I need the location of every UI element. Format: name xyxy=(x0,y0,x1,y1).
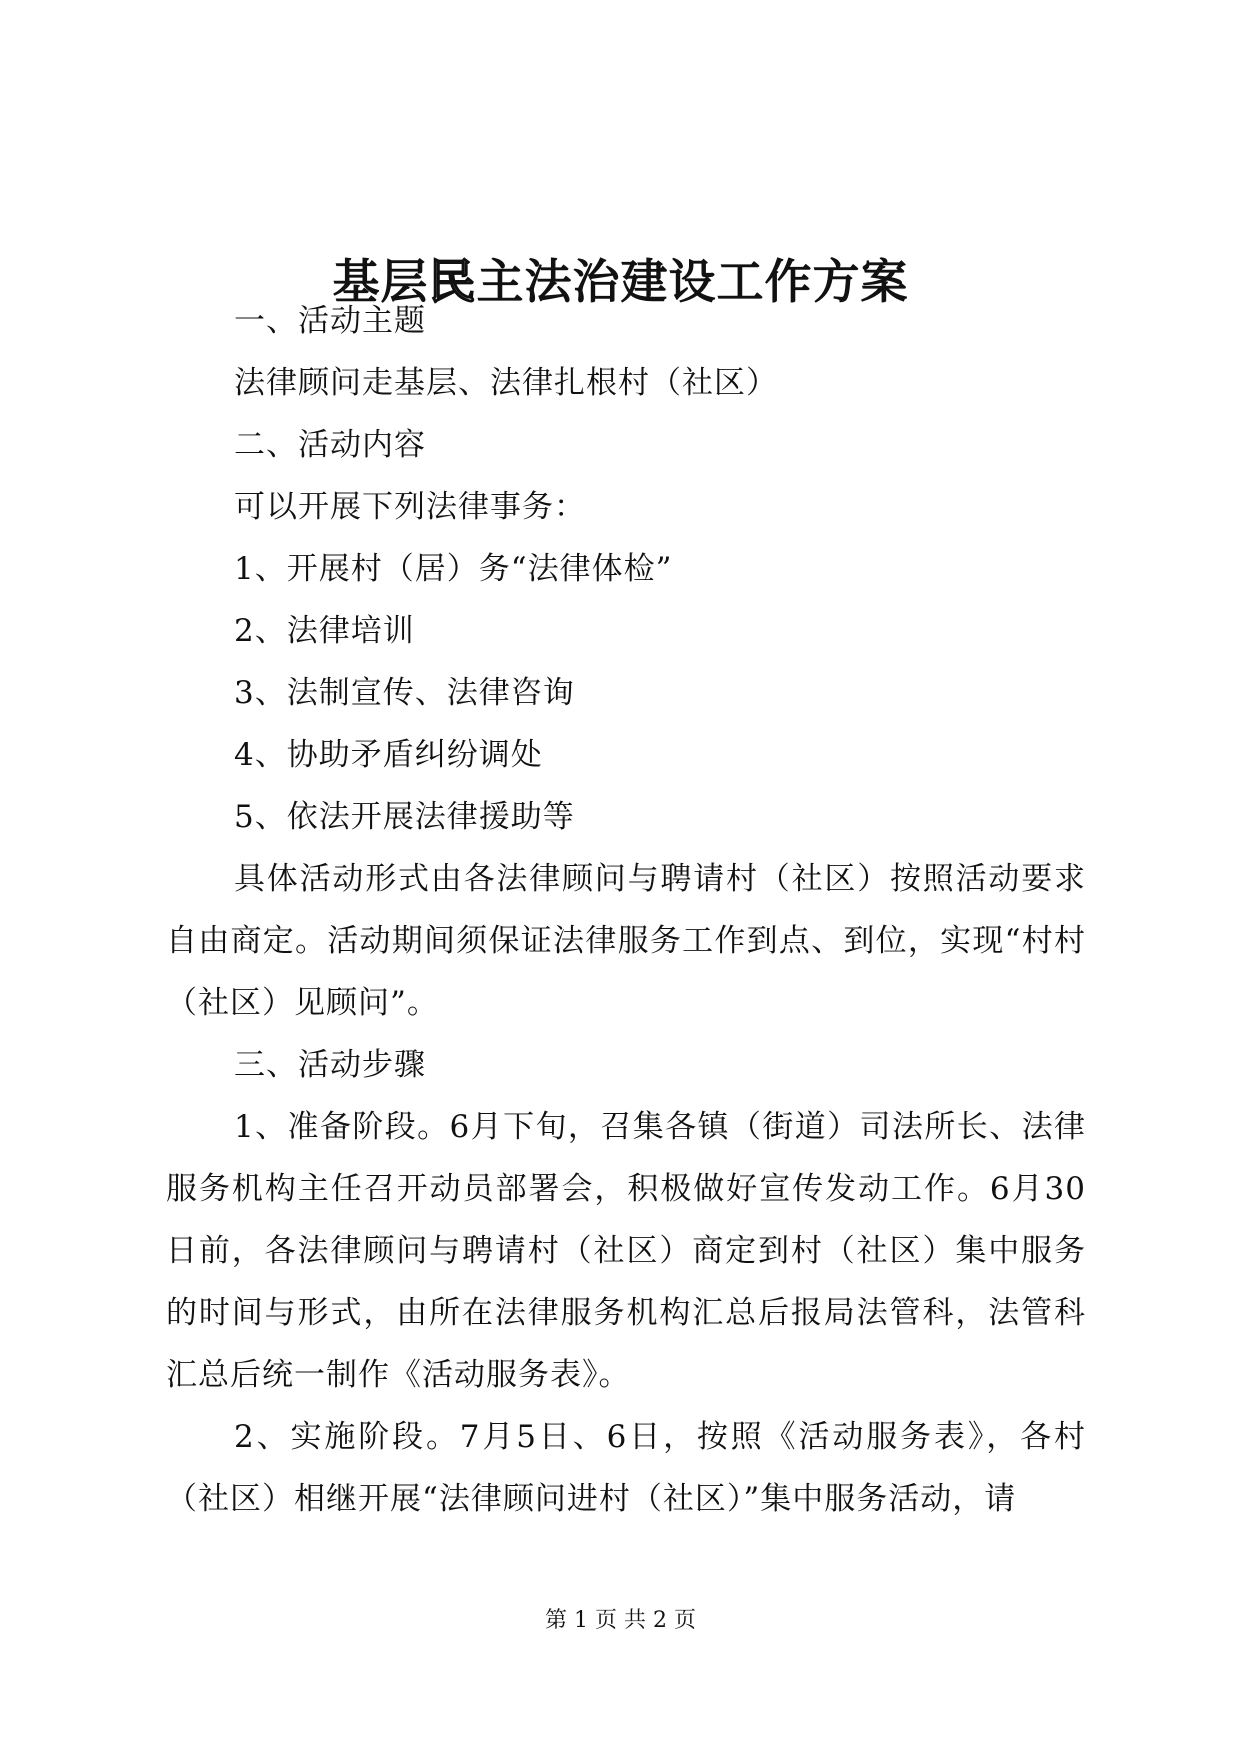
paragraph-implementation-stage: 2、实施阶段。7月5日、6日，按照《活动服务表》，各村（社区）相继开展“法律顾问进村（社区）”集中服务活动，请 xyxy=(166,1419,1086,1517)
list-item: 2、法律培训 xyxy=(234,613,415,649)
list-item: 3、法制宣传、法律咨询 xyxy=(234,675,575,711)
document-body xyxy=(166,290,1086,1530)
title-part-1: 基层 xyxy=(332,255,429,311)
page-footer: 第 1 页 共 2 页 xyxy=(545,1608,696,1633)
list-item: 5、依法开展法律援助等 xyxy=(234,799,575,835)
paragraph-intro: 可以开展下列法律事务： xyxy=(234,489,586,525)
list-item: 4、协助矛盾纠纷调处 xyxy=(234,737,543,773)
paragraph-activity-form: 具体活动形式由各法律顾问与聘请村（社区）按照活动要求自由商定。活动期间须保证法律服务工作到点、到位，实现“村村（社区）见顾问”。 xyxy=(166,861,1086,1021)
title-part-outlined: 民 xyxy=(428,255,477,311)
title-part-2: 主法治建设工作方案 xyxy=(476,255,909,311)
paragraph-theme: 法律顾问走基层、法律扎根村（社区） xyxy=(234,365,778,401)
section-heading-2: 二、活动内容 xyxy=(234,427,426,463)
section-heading-3: 三、活动步骤 xyxy=(234,1047,426,1083)
paragraph-preparation-stage: 1、准备阶段。6月下旬，召集各镇（街道）司法所长、法律服务机构主任召开动员部署会，积极做好宣传发动工作。6月30日前，各法律顾问与聘请村（社区）商定到村（社区）集中服务的时间与形式，由所在法律服务机构汇总后报局法管科，法管科汇总后统一制作《活动服务表》。 xyxy=(166,1109,1086,1393)
section-heading-1: 一、活动主题 xyxy=(234,303,426,339)
list-item: 1、开展村（居）务“法律体检” xyxy=(234,551,673,587)
